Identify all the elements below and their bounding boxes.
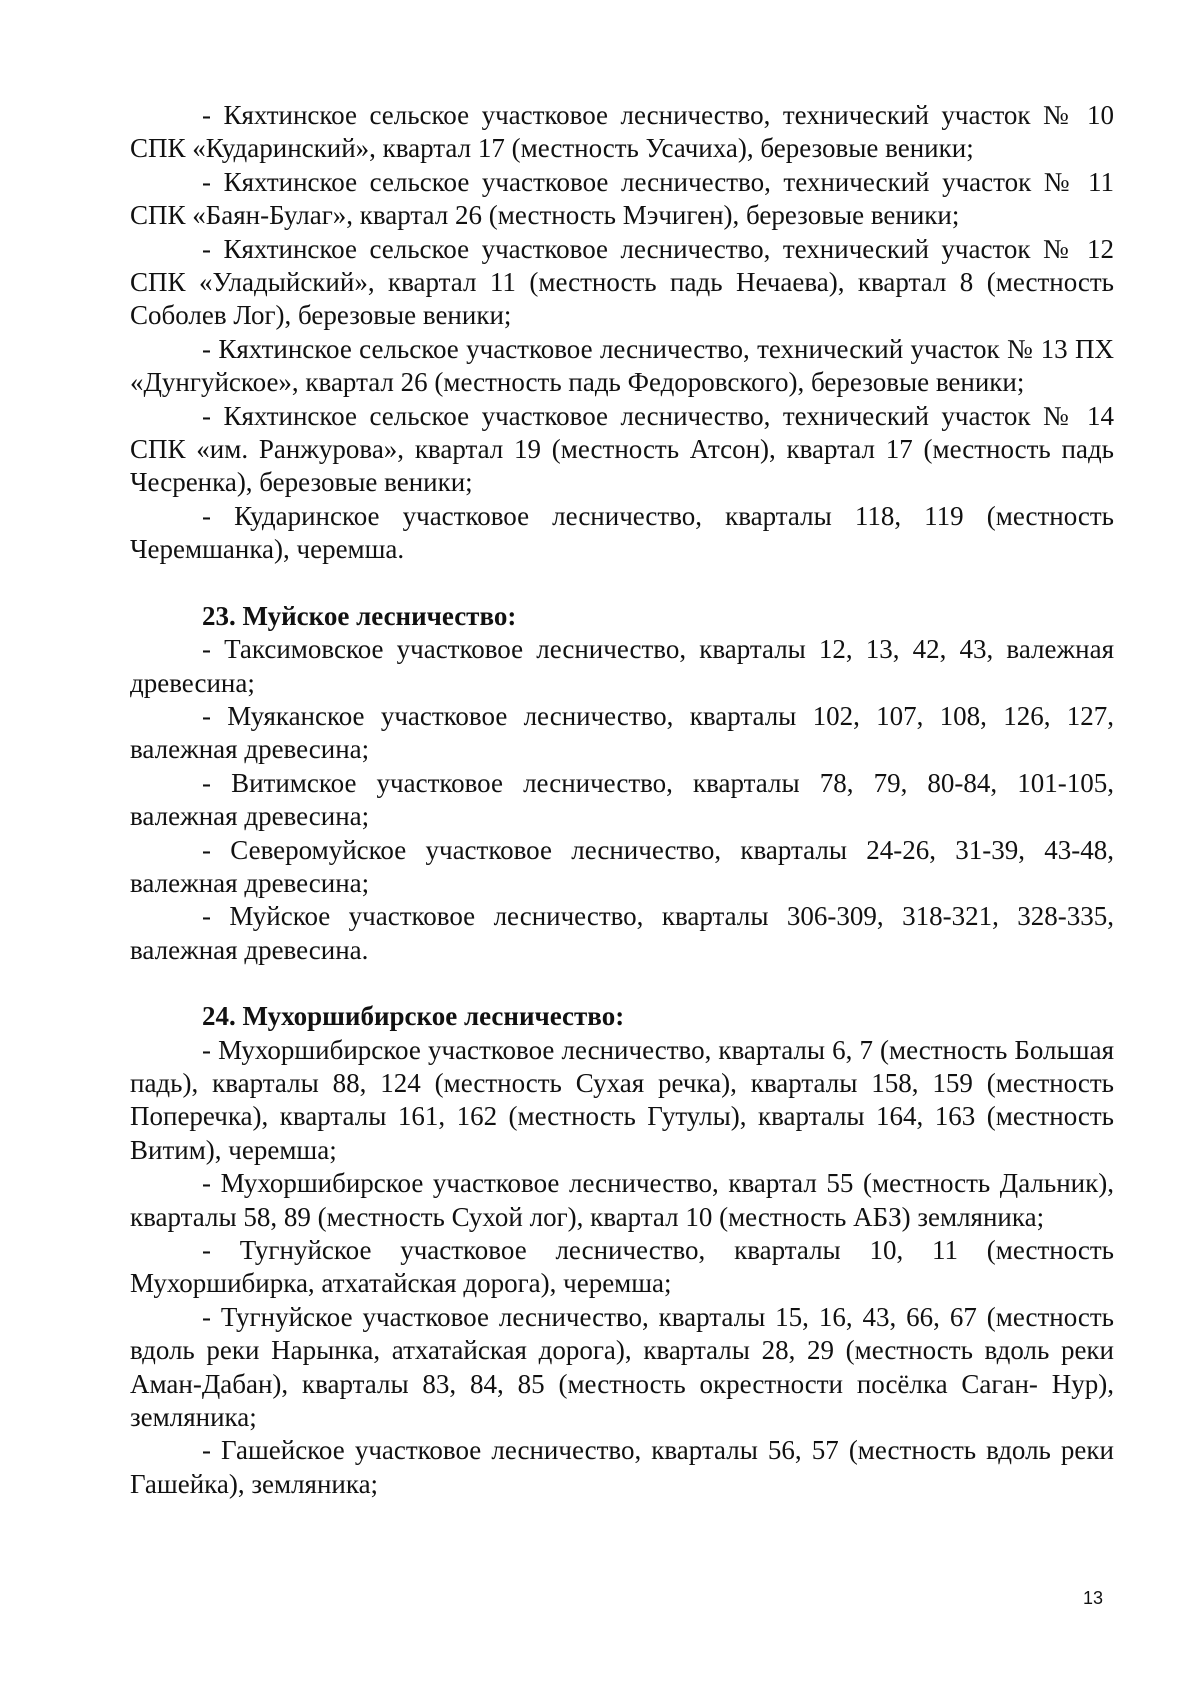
paragraph-kyakhta-12: - Кяхтинское сельское участковое лесничество, технический участок № 12 СПК «Уладыйский», квартал 11 (местность падь Нечаева), квартал 8 (местность Соболев Лог), березовые веники;: [130, 233, 1114, 331]
section23-item: - Муйское участковое лесничество, кварталы 306-309, 318-321, 328-335, валежная древесина.: [130, 901, 1114, 965]
section23-item: - Муяканское участковое лесничество, кварталы 102, 107, 108, 126, 127, валежная древесина;: [130, 700, 1114, 765]
section23-item: - Северомуйское участковое лесничество, кварталы 24-26, 31-39, 43-48, валежная древесина;: [130, 834, 1114, 898]
section24-item: - Тугнуйское участковое лесничество, кварталы 10, 11 (местность Мухоршибирка, атхатайская дорога), черемша;: [130, 1235, 1114, 1299]
section-heading-23: 23. Муйское лесничество:: [202, 600, 517, 631]
section-heading-24: 24. Мухоршибирское лесничество:: [202, 1001, 625, 1032]
section24-item: - Гашейское участковое лесничество, кварталы 56, 57 (местность вдоль реки Гашейка), земляника;: [130, 1435, 1114, 1499]
section23-item: - Витимское участковое лесничество, кварталы 78, 79, 80-84, 101-105, валежная древесина;: [130, 767, 1114, 832]
paragraph-kyakhta-14: - Кяхтинское сельское участковое лесничество, технический участок № 14 СПК «им. Ранжурова», квартал 19 (местность Атсон), квартал 17 (местность падь Чесренка), березовые веники;: [130, 400, 1114, 498]
section24-item: - Тугнуйское участковое лесничество, кварталы 15, 16, 43, 66, 67 (местность вдоль реки Нарынка, атхатайская дорога), кварталы 28, 29 (местность вдоль реки Аман-Дабан), кварталы 83, 84, 85 (местность окрестности посёлка Саган- Нур), земляника;: [130, 1301, 1114, 1433]
paragraph-kudara: - Кударинское участковое лесничество, кварталы 118, 119 (местность Черемшанка), черемша.: [130, 500, 1114, 565]
document-body: [130, 99, 1114, 1501]
paragraph-kyakhta-13: - Кяхтинское сельское участковое лесничество, технический участок № 13 ПХ «Дунгуйское», квартал 26 (местность падь Федоровского), березовые веники;: [130, 333, 1114, 398]
section-spacer: [130, 967, 1114, 1000]
section24-item: - Мухоршибирское участковое лесничество, кварталы 6, 7 (местность Большая падь), кварталы 88, 124 (местность Сухая речка), кварталы 158, 159 (местность Поперечка), кварталы 161, 162 (местность Гутулы), кварталы 164, 163 (местность Витим), черемша;: [130, 1034, 1114, 1165]
section24-item: - Мухоршибирское участковое лесничество, квартал 55 (местность Дальник), кварталы 58, 89 (местность Сухой лог), квартал 10 (местность АБЗ) земляника;: [130, 1168, 1114, 1232]
section-spacer: [130, 567, 1114, 600]
paragraph-kyakhta-11: - Кяхтинское сельское участковое лесничество, технический участок № 11 СПК «Баян-Булаг», квартал 26 (местность Мэчиген), березовые веники;: [130, 166, 1114, 231]
section23-item: - Таксимовское участковое лесничество, кварталы 12, 13, 42, 43, валежная древесина;: [130, 634, 1114, 698]
paragraph-kyakhta-10: - Кяхтинское сельское участковое лесничество, технический участок № 10 СПК «Кударинский», квартал 17 (местность Усачиха), березовые веники;: [130, 100, 1114, 164]
page-number: 13: [1083, 1588, 1104, 1608]
